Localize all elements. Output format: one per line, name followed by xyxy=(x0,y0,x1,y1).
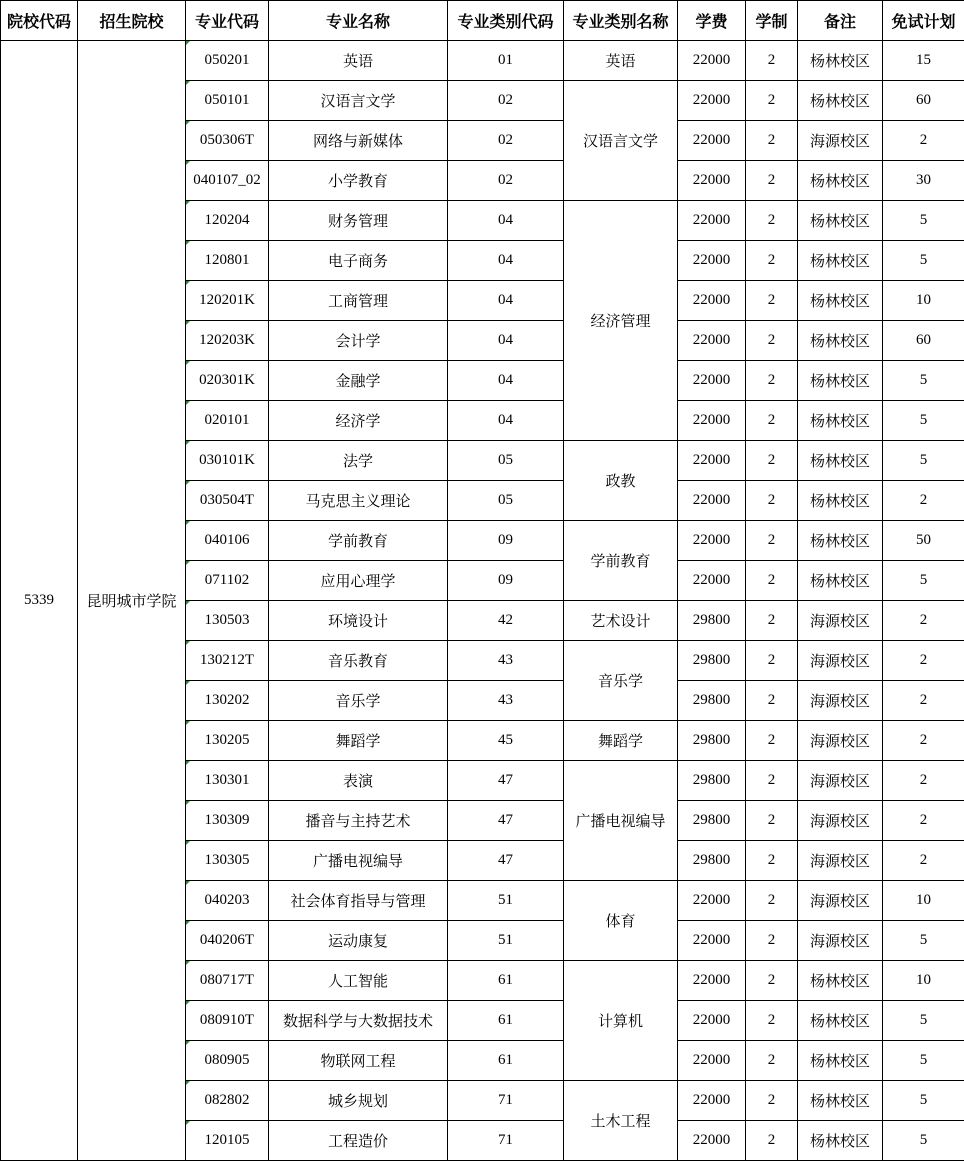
tuition-cell: 29800 xyxy=(678,721,746,761)
major-name-cell: 工商管理 xyxy=(269,281,448,321)
category-code-cell: 61 xyxy=(448,1041,564,1081)
exempt-plan-cell: 50 xyxy=(883,521,964,561)
category-code-cell: 47 xyxy=(448,801,564,841)
category-code-cell: 43 xyxy=(448,641,564,681)
tuition-cell: 29800 xyxy=(678,601,746,641)
major-code-cell: 130503 xyxy=(186,601,269,641)
category-code-cell: 04 xyxy=(448,401,564,441)
exempt-plan-cell: 5 xyxy=(883,1081,964,1121)
tuition-cell: 22000 xyxy=(678,1081,746,1121)
duration-cell: 2 xyxy=(746,41,798,81)
school-name-cell: 昆明城市学院 xyxy=(78,41,186,1161)
campus-cell: 杨林校区 xyxy=(798,161,883,201)
major-name-cell: 小学教育 xyxy=(269,161,448,201)
header-duration: 学制 xyxy=(746,1,798,41)
exempt-plan-cell: 2 xyxy=(883,681,964,721)
category-code-cell: 02 xyxy=(448,161,564,201)
duration-cell: 2 xyxy=(746,401,798,441)
category-code-cell: 04 xyxy=(448,281,564,321)
major-name-cell: 社会体育指导与管理 xyxy=(269,881,448,921)
campus-cell: 杨林校区 xyxy=(798,1121,883,1161)
major-name-cell: 环境设计 xyxy=(269,601,448,641)
duration-cell: 2 xyxy=(746,121,798,161)
category-name-cell: 英语 xyxy=(564,41,678,81)
duration-cell: 2 xyxy=(746,281,798,321)
major-code-cell: 120105 xyxy=(186,1121,269,1161)
exempt-plan-cell: 2 xyxy=(883,721,964,761)
major-code-cell: 082802 xyxy=(186,1081,269,1121)
duration-cell: 2 xyxy=(746,601,798,641)
major-code-cell: 130205 xyxy=(186,721,269,761)
header-major-code: 专业代码 xyxy=(186,1,269,41)
exempt-plan-cell: 15 xyxy=(883,41,964,81)
tuition-cell: 29800 xyxy=(678,681,746,721)
major-name-cell: 数据科学与大数据技术 xyxy=(269,1001,448,1041)
major-code-cell: 080717T xyxy=(186,961,269,1001)
category-code-cell: 51 xyxy=(448,921,564,961)
category-name-cell: 汉语言文学 xyxy=(564,81,678,201)
major-code-cell: 020101 xyxy=(186,401,269,441)
exempt-plan-cell: 2 xyxy=(883,841,964,881)
table-row xyxy=(1,41,964,81)
major-name-cell: 音乐学 xyxy=(269,681,448,721)
campus-cell: 杨林校区 xyxy=(798,521,883,561)
campus-cell: 海源校区 xyxy=(798,641,883,681)
tuition-cell: 22000 xyxy=(678,521,746,561)
tuition-cell: 22000 xyxy=(678,121,746,161)
tuition-cell: 22000 xyxy=(678,81,746,121)
tuition-cell: 22000 xyxy=(678,161,746,201)
campus-cell: 海源校区 xyxy=(798,681,883,721)
category-name-cell: 计算机 xyxy=(564,961,678,1081)
major-name-cell: 物联网工程 xyxy=(269,1041,448,1081)
campus-cell: 海源校区 xyxy=(798,801,883,841)
category-code-cell: 02 xyxy=(448,121,564,161)
campus-cell: 杨林校区 xyxy=(798,961,883,1001)
major-name-cell: 广播电视编导 xyxy=(269,841,448,881)
header-school-code: 院校代码 xyxy=(1,1,78,41)
campus-cell: 杨林校区 xyxy=(798,41,883,81)
major-name-cell: 金融学 xyxy=(269,361,448,401)
category-code-cell: 09 xyxy=(448,561,564,601)
campus-cell: 海源校区 xyxy=(798,721,883,761)
duration-cell: 2 xyxy=(746,561,798,601)
category-code-cell: 09 xyxy=(448,521,564,561)
category-name-cell: 广播电视编导 xyxy=(564,761,678,881)
major-code-cell: 130305 xyxy=(186,841,269,881)
campus-cell: 杨林校区 xyxy=(798,561,883,601)
major-name-cell: 法学 xyxy=(269,441,448,481)
exempt-plan-cell: 60 xyxy=(883,81,964,121)
exempt-plan-cell: 10 xyxy=(883,281,964,321)
exempt-plan-cell: 5 xyxy=(883,241,964,281)
major-code-cell: 120801 xyxy=(186,241,269,281)
tuition-cell: 22000 xyxy=(678,1041,746,1081)
header-row xyxy=(1,1,964,41)
major-code-cell: 030504T xyxy=(186,481,269,521)
major-code-cell: 030101K xyxy=(186,441,269,481)
duration-cell: 2 xyxy=(746,1081,798,1121)
duration-cell: 2 xyxy=(746,481,798,521)
duration-cell: 2 xyxy=(746,961,798,1001)
major-name-cell: 学前教育 xyxy=(269,521,448,561)
duration-cell: 2 xyxy=(746,321,798,361)
exempt-plan-cell: 2 xyxy=(883,641,964,681)
tuition-cell: 22000 xyxy=(678,561,746,601)
category-code-cell: 02 xyxy=(448,81,564,121)
campus-cell: 杨林校区 xyxy=(798,481,883,521)
exempt-plan-cell: 5 xyxy=(883,201,964,241)
exempt-plan-cell: 2 xyxy=(883,761,964,801)
category-code-cell: 05 xyxy=(448,441,564,481)
major-code-cell: 040206T xyxy=(186,921,269,961)
header-exempt-plan: 免试计划 xyxy=(883,1,964,41)
tuition-cell: 29800 xyxy=(678,641,746,681)
exempt-plan-cell: 60 xyxy=(883,321,964,361)
exempt-plan-cell: 5 xyxy=(883,361,964,401)
campus-cell: 海源校区 xyxy=(798,761,883,801)
major-code-cell: 130202 xyxy=(186,681,269,721)
major-code-cell: 050101 xyxy=(186,81,269,121)
campus-cell: 杨林校区 xyxy=(798,1081,883,1121)
header-category-code: 专业类别代码 xyxy=(448,1,564,41)
major-code-cell: 130301 xyxy=(186,761,269,801)
duration-cell: 2 xyxy=(746,921,798,961)
duration-cell: 2 xyxy=(746,521,798,561)
exempt-plan-cell: 2 xyxy=(883,481,964,521)
campus-cell: 海源校区 xyxy=(798,881,883,921)
major-code-cell: 040203 xyxy=(186,881,269,921)
campus-cell: 杨林校区 xyxy=(798,1001,883,1041)
major-name-cell: 财务管理 xyxy=(269,201,448,241)
category-code-cell: 01 xyxy=(448,41,564,81)
campus-cell: 海源校区 xyxy=(798,601,883,641)
major-code-cell: 130212T xyxy=(186,641,269,681)
exempt-plan-cell: 5 xyxy=(883,1121,964,1161)
major-code-cell: 120203K xyxy=(186,321,269,361)
category-code-cell: 61 xyxy=(448,961,564,1001)
tuition-cell: 22000 xyxy=(678,401,746,441)
campus-cell: 海源校区 xyxy=(798,921,883,961)
duration-cell: 2 xyxy=(746,721,798,761)
major-code-cell: 040107_02 xyxy=(186,161,269,201)
tuition-cell: 22000 xyxy=(678,241,746,281)
exempt-plan-cell: 2 xyxy=(883,601,964,641)
duration-cell: 2 xyxy=(746,441,798,481)
category-code-cell: 04 xyxy=(448,361,564,401)
exempt-plan-cell: 2 xyxy=(883,121,964,161)
category-name-cell: 音乐学 xyxy=(564,641,678,721)
duration-cell: 2 xyxy=(746,761,798,801)
category-name-cell: 艺术设计 xyxy=(564,601,678,641)
category-name-cell: 舞蹈学 xyxy=(564,721,678,761)
campus-cell: 海源校区 xyxy=(798,121,883,161)
major-name-cell: 应用心理学 xyxy=(269,561,448,601)
category-name-cell: 体育 xyxy=(564,881,678,961)
major-name-cell: 会计学 xyxy=(269,321,448,361)
header-category-name: 专业类别名称 xyxy=(564,1,678,41)
major-name-cell: 人工智能 xyxy=(269,961,448,1001)
exempt-plan-cell: 5 xyxy=(883,1001,964,1041)
duration-cell: 2 xyxy=(746,161,798,201)
exempt-plan-cell: 2 xyxy=(883,801,964,841)
category-code-cell: 43 xyxy=(448,681,564,721)
category-code-cell: 51 xyxy=(448,881,564,921)
major-name-cell: 经济学 xyxy=(269,401,448,441)
major-name-cell: 马克思主义理论 xyxy=(269,481,448,521)
exempt-plan-cell: 5 xyxy=(883,1041,964,1081)
category-name-cell: 政教 xyxy=(564,441,678,521)
category-code-cell: 71 xyxy=(448,1121,564,1161)
duration-cell: 2 xyxy=(746,361,798,401)
category-code-cell: 47 xyxy=(448,841,564,881)
exempt-plan-cell: 5 xyxy=(883,401,964,441)
major-name-cell: 城乡规划 xyxy=(269,1081,448,1121)
major-code-cell: 080910T xyxy=(186,1001,269,1041)
duration-cell: 2 xyxy=(746,201,798,241)
exempt-plan-cell: 5 xyxy=(883,921,964,961)
tuition-cell: 22000 xyxy=(678,481,746,521)
campus-cell: 杨林校区 xyxy=(798,281,883,321)
campus-cell: 杨林校区 xyxy=(798,201,883,241)
major-code-cell: 120201K xyxy=(186,281,269,321)
campus-cell: 杨林校区 xyxy=(798,441,883,481)
tuition-cell: 22000 xyxy=(678,961,746,1001)
tuition-cell: 29800 xyxy=(678,761,746,801)
major-name-cell: 音乐教育 xyxy=(269,641,448,681)
campus-cell: 海源校区 xyxy=(798,841,883,881)
category-code-cell: 45 xyxy=(448,721,564,761)
category-name-cell: 经济管理 xyxy=(564,201,678,441)
major-name-cell: 工程造价 xyxy=(269,1121,448,1161)
major-code-cell: 130309 xyxy=(186,801,269,841)
header-remark: 备注 xyxy=(798,1,883,41)
header-major-name: 专业名称 xyxy=(269,1,448,41)
exempt-plan-cell: 5 xyxy=(883,561,964,601)
major-name-cell: 播音与主持艺术 xyxy=(269,801,448,841)
exempt-plan-cell: 10 xyxy=(883,881,964,921)
major-code-cell: 020301K xyxy=(186,361,269,401)
category-code-cell: 04 xyxy=(448,321,564,361)
tuition-cell: 29800 xyxy=(678,841,746,881)
tuition-cell: 22000 xyxy=(678,441,746,481)
major-name-cell: 运动康复 xyxy=(269,921,448,961)
major-name-cell: 英语 xyxy=(269,41,448,81)
exempt-plan-cell: 5 xyxy=(883,441,964,481)
campus-cell: 杨林校区 xyxy=(798,401,883,441)
tuition-cell: 22000 xyxy=(678,921,746,961)
duration-cell: 2 xyxy=(746,881,798,921)
major-name-cell: 电子商务 xyxy=(269,241,448,281)
category-code-cell: 04 xyxy=(448,241,564,281)
campus-cell: 杨林校区 xyxy=(798,1041,883,1081)
duration-cell: 2 xyxy=(746,841,798,881)
category-code-cell: 47 xyxy=(448,761,564,801)
header-tuition: 学费 xyxy=(678,1,746,41)
major-code-cell: 050306T xyxy=(186,121,269,161)
duration-cell: 2 xyxy=(746,81,798,121)
tuition-cell: 22000 xyxy=(678,281,746,321)
school-code-cell: 5339 xyxy=(1,41,78,1161)
category-code-cell: 71 xyxy=(448,1081,564,1121)
major-name-cell: 汉语言文学 xyxy=(269,81,448,121)
duration-cell: 2 xyxy=(746,1041,798,1081)
major-code-cell: 080905 xyxy=(186,1041,269,1081)
major-code-cell: 120204 xyxy=(186,201,269,241)
tuition-cell: 22000 xyxy=(678,41,746,81)
exempt-plan-cell: 30 xyxy=(883,161,964,201)
campus-cell: 杨林校区 xyxy=(798,81,883,121)
category-code-cell: 05 xyxy=(448,481,564,521)
tuition-cell: 22000 xyxy=(678,321,746,361)
category-code-cell: 04 xyxy=(448,201,564,241)
tuition-cell: 22000 xyxy=(678,361,746,401)
major-code-cell: 071102 xyxy=(186,561,269,601)
category-name-cell: 学前教育 xyxy=(564,521,678,601)
tuition-cell: 29800 xyxy=(678,801,746,841)
major-name-cell: 舞蹈学 xyxy=(269,721,448,761)
table-body xyxy=(1,41,964,1161)
major-name-cell: 网络与新媒体 xyxy=(269,121,448,161)
campus-cell: 杨林校区 xyxy=(798,321,883,361)
campus-cell: 杨林校区 xyxy=(798,241,883,281)
major-code-cell: 050201 xyxy=(186,41,269,81)
duration-cell: 2 xyxy=(746,801,798,841)
tuition-cell: 22000 xyxy=(678,1121,746,1161)
category-code-cell: 61 xyxy=(448,1001,564,1041)
tuition-cell: 22000 xyxy=(678,201,746,241)
category-code-cell: 42 xyxy=(448,601,564,641)
tuition-cell: 22000 xyxy=(678,881,746,921)
category-name-cell: 土木工程 xyxy=(564,1081,678,1161)
campus-cell: 杨林校区 xyxy=(798,361,883,401)
major-name-cell: 表演 xyxy=(269,761,448,801)
duration-cell: 2 xyxy=(746,1121,798,1161)
tuition-cell: 22000 xyxy=(678,1001,746,1041)
duration-cell: 2 xyxy=(746,1001,798,1041)
duration-cell: 2 xyxy=(746,641,798,681)
major-code-cell: 040106 xyxy=(186,521,269,561)
header-school-name: 招生院校 xyxy=(78,1,186,41)
duration-cell: 2 xyxy=(746,681,798,721)
duration-cell: 2 xyxy=(746,241,798,281)
exempt-plan-cell: 10 xyxy=(883,961,964,1001)
